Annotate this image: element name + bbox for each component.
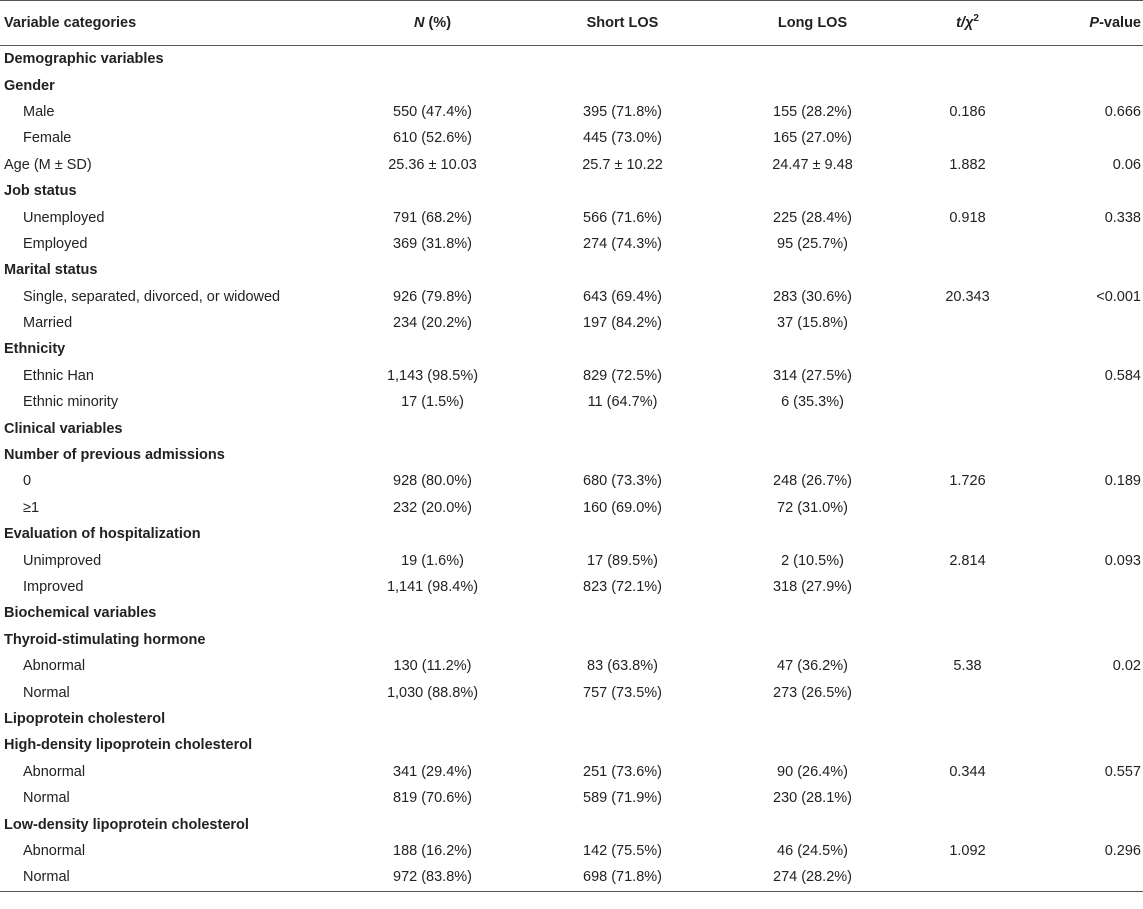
cell-p-value <box>1030 732 1143 758</box>
header-short-los: Short LOS <box>525 1 720 46</box>
header-stat-base: t/χ <box>956 15 974 31</box>
table-row <box>0 152 1143 178</box>
cell-short-los <box>525 46 720 73</box>
cell-short-los <box>525 732 720 758</box>
cell-variable: Normal <box>0 864 340 891</box>
cell-short-los: 698 (71.8%) <box>525 864 720 891</box>
group-row <box>0 178 1143 204</box>
group-row <box>0 442 1143 468</box>
cell-p-value: <0.001 <box>1096 288 1141 305</box>
table-header <box>0 1 1143 46</box>
cell-short-los <box>525 706 720 732</box>
cell-n: 610 (52.6%) <box>393 130 472 147</box>
cell-p-value <box>1030 600 1143 626</box>
cell-n <box>340 336 525 362</box>
cell-short-los <box>525 600 720 626</box>
cell-n <box>340 257 525 283</box>
cell-statistic: 2.814 <box>949 552 986 569</box>
cell-short-los: 197 (84.2%) <box>583 315 662 332</box>
cell-n: 819 (70.6%) <box>393 790 472 807</box>
cell-short-los: 11 (64.7%) <box>587 394 658 411</box>
table-row <box>0 284 1143 310</box>
header-long-los: Long LOS <box>720 1 905 46</box>
cell-n: 234 (20.2%) <box>393 315 472 332</box>
cell-n <box>340 811 525 837</box>
cell-short-los <box>525 415 720 441</box>
cell-variable: Ethnic Han <box>23 367 94 384</box>
cell-statistic <box>905 574 1030 600</box>
table-row <box>0 838 1143 864</box>
cell-statistic <box>905 336 1030 362</box>
table-row <box>0 468 1143 494</box>
cell-long-los: 46 (24.5%) <box>777 842 848 859</box>
cell-long-los <box>720 257 905 283</box>
cell-long-los <box>720 600 905 626</box>
cell-long-los <box>720 46 905 73</box>
cell-short-los: 395 (71.8%) <box>583 103 662 120</box>
table-row <box>0 363 1143 389</box>
cell-n: 17 (1.5%) <box>401 394 464 411</box>
table-row <box>0 864 1143 891</box>
cell-short-los: 25.7 ± 10.22 <box>582 156 663 173</box>
cell-p-value <box>1030 864 1143 891</box>
cell-p-value <box>1030 706 1143 732</box>
group-row <box>0 257 1143 283</box>
table-row <box>0 785 1143 811</box>
cell-variable: Evaluation of hospitalization <box>4 526 201 543</box>
cell-statistic <box>905 864 1030 891</box>
cell-statistic <box>905 257 1030 283</box>
group-row <box>0 336 1143 362</box>
table-row <box>0 759 1143 785</box>
cell-long-los <box>720 336 905 362</box>
cell-long-los <box>720 415 905 441</box>
cell-long-los: 2 (10.5%) <box>781 552 844 569</box>
table-row <box>0 231 1143 257</box>
header-p-rest: -value <box>1099 15 1141 31</box>
cell-variable: Ethnic minority <box>23 394 119 411</box>
cell-p-value <box>1030 785 1143 811</box>
cell-short-los: 142 (75.5%) <box>583 842 662 859</box>
cell-p-value <box>1030 257 1143 283</box>
cell-short-los: 566 (71.6%) <box>583 209 662 226</box>
cell-p-value <box>1030 574 1143 600</box>
cell-statistic: 0.918 <box>949 209 986 226</box>
cell-statistic <box>905 389 1030 415</box>
cell-n: 550 (47.4%) <box>393 103 472 120</box>
cell-statistic <box>905 600 1030 626</box>
cell-short-los <box>525 72 720 98</box>
group-row <box>0 732 1143 758</box>
cell-long-los <box>720 706 905 732</box>
cell-short-los: 445 (73.0%) <box>583 130 662 147</box>
cell-p-value: 0.093 <box>1104 552 1141 569</box>
cell-statistic <box>905 310 1030 336</box>
cell-p-value <box>1030 521 1143 547</box>
header-n-italic: N <box>413 15 425 31</box>
cell-n: 928 (80.0%) <box>393 473 472 490</box>
cell-long-los: 155 (28.2%) <box>773 103 852 120</box>
cell-variable: Normal <box>23 684 70 701</box>
cell-n <box>340 178 525 204</box>
cell-long-los: 274 (28.2%) <box>720 864 905 891</box>
table-row <box>0 547 1143 573</box>
cell-p-value <box>1030 336 1143 362</box>
cell-variable: Clinical variables <box>4 420 123 437</box>
cell-variable: Ethnicity <box>4 341 66 358</box>
cell-variable: Male <box>23 103 55 120</box>
table-row <box>0 125 1143 151</box>
cell-statistic <box>905 415 1030 441</box>
cell-short-los <box>525 178 720 204</box>
cell-p-value: 0.584 <box>1104 367 1141 384</box>
cell-short-los: 160 (69.0%) <box>583 499 662 516</box>
cell-long-los: 6 (35.3%) <box>781 394 844 411</box>
header-p-italic: P <box>1089 15 1100 31</box>
cell-variable: Job status <box>4 183 77 200</box>
cell-long-los <box>720 521 905 547</box>
cell-n <box>340 732 525 758</box>
cell-n <box>340 600 525 626</box>
cell-short-los: 83 (63.8%) <box>587 658 658 675</box>
cell-variable: 0 <box>23 473 32 490</box>
cell-variable: Thyroid-stimulating hormone <box>4 631 206 648</box>
cell-long-los <box>720 178 905 204</box>
table-row <box>0 495 1143 521</box>
cell-variable: Gender <box>4 77 55 94</box>
cell-long-los: 47 (36.2%) <box>777 658 848 675</box>
section-row <box>0 600 1143 626</box>
cell-p-value <box>1030 389 1143 415</box>
table-row <box>0 310 1143 336</box>
cell-long-los <box>720 732 905 758</box>
cell-long-los: 24.47 ± 9.48 <box>772 156 853 173</box>
cell-p-value: 0.02 <box>1112 658 1141 675</box>
cell-p-value <box>1030 811 1143 837</box>
cell-p-value <box>1030 178 1143 204</box>
cell-long-los: 230 (28.1%) <box>773 790 852 807</box>
cell-long-los: 225 (28.4%) <box>773 209 852 226</box>
cell-p-value <box>1030 46 1143 73</box>
cell-statistic <box>905 178 1030 204</box>
cell-n <box>340 46 525 73</box>
cell-variable: Abnormal <box>23 658 86 675</box>
cell-n <box>340 521 525 547</box>
cell-long-los <box>720 442 905 468</box>
cell-short-los <box>525 442 720 468</box>
cell-statistic <box>905 72 1030 98</box>
cell-variable: High-density lipoprotein cholesterol <box>4 737 253 754</box>
cell-p-value: 0.557 <box>1104 763 1141 780</box>
cell-n: 232 (20.0%) <box>393 499 472 516</box>
cell-n: 130 (11.2%) <box>393 658 472 675</box>
cell-variable: Demographic variables <box>4 51 164 68</box>
cell-n: 972 (83.8%) <box>340 864 525 891</box>
cell-p-value <box>1030 442 1143 468</box>
cell-statistic: 1.092 <box>949 842 986 859</box>
table-row <box>0 574 1143 600</box>
cell-statistic <box>905 442 1030 468</box>
cell-short-los: 757 (73.5%) <box>583 684 662 701</box>
cell-statistic: 1.882 <box>949 156 986 173</box>
cell-statistic <box>905 521 1030 547</box>
cell-long-los: 273 (26.5%) <box>773 684 852 701</box>
cell-n <box>340 706 525 732</box>
group-row <box>0 811 1143 837</box>
cell-short-los: 680 (73.3%) <box>583 473 662 490</box>
cell-n: 926 (79.8%) <box>393 288 472 305</box>
cell-long-los <box>720 627 905 653</box>
cell-statistic: 5.38 <box>953 658 982 675</box>
cell-long-los: 72 (31.0%) <box>777 499 848 516</box>
cell-variable: Biochemical variables <box>4 605 157 622</box>
cell-n: 341 (29.4%) <box>393 763 472 780</box>
header-row <box>0 1 1143 46</box>
cell-n: 188 (16.2%) <box>393 842 472 859</box>
cell-p-value: 0.296 <box>1104 842 1141 859</box>
cell-statistic <box>905 627 1030 653</box>
cell-variable: Single, separated, divorced, or widowed <box>23 288 281 305</box>
cell-statistic: 1.726 <box>949 473 986 490</box>
cell-n: 791 (68.2%) <box>393 209 472 226</box>
cell-short-los <box>525 257 720 283</box>
table-row <box>0 389 1143 415</box>
cell-statistic <box>905 706 1030 732</box>
cell-p-value: 0.666 <box>1104 103 1141 120</box>
cell-short-los <box>525 811 720 837</box>
header-p-value <box>1030 1 1143 46</box>
cell-long-los <box>720 72 905 98</box>
cell-long-los: 90 (26.4%) <box>777 763 848 780</box>
cell-variable: Married <box>23 315 73 332</box>
section-row <box>0 415 1143 441</box>
header-statistic <box>905 1 1030 46</box>
cell-statistic: 0.344 <box>949 763 986 780</box>
cell-statistic <box>905 679 1030 705</box>
cell-short-los: 251 (73.6%) <box>583 763 662 780</box>
cell-n: 369 (31.8%) <box>393 235 472 252</box>
cell-n <box>340 442 525 468</box>
cell-n <box>340 627 525 653</box>
cell-statistic <box>905 363 1030 389</box>
table-body <box>0 46 1143 892</box>
cell-short-los: 17 (89.5%) <box>587 552 658 569</box>
cell-p-value: 0.06 <box>1112 156 1141 173</box>
cell-p-value <box>1030 310 1143 336</box>
cell-n: 1,141 (98.4%) <box>386 579 479 595</box>
cell-short-los: 274 (74.3%) <box>583 235 662 252</box>
group-row <box>0 521 1143 547</box>
table-row <box>0 679 1143 705</box>
cell-variable: Abnormal <box>23 763 86 780</box>
cell-n: 25.36 ± 10.03 <box>388 156 477 173</box>
cell-statistic <box>905 46 1030 73</box>
cell-p-value <box>1030 627 1143 653</box>
cell-short-los <box>525 627 720 653</box>
cell-statistic <box>905 231 1030 257</box>
cell-n <box>340 415 525 441</box>
cell-short-los: 829 (72.5%) <box>583 367 662 384</box>
cell-p-value <box>1030 495 1143 521</box>
cell-p-value: 0.189 <box>1104 473 1141 490</box>
cell-n: 1,143 (98.5%) <box>386 367 479 384</box>
cell-long-los: 37 (15.8%) <box>777 315 848 332</box>
cell-variable: Age (M ± SD) <box>4 156 92 173</box>
header-n-rest: (%) <box>424 15 452 31</box>
cell-variable: Marital status <box>4 262 98 279</box>
cell-p-value <box>1030 231 1143 257</box>
cell-statistic <box>905 785 1030 811</box>
cell-p-value <box>1030 679 1143 705</box>
cell-long-los: 248 (26.7%) <box>773 473 852 490</box>
cell-short-los: 643 (69.4%) <box>583 288 662 305</box>
cell-p-value <box>1030 125 1143 151</box>
table-row <box>0 204 1143 230</box>
cell-variable: Unemployed <box>23 209 105 226</box>
header-n <box>340 1 525 46</box>
table-row <box>0 653 1143 679</box>
cell-statistic <box>905 495 1030 521</box>
cell-long-los: 95 (25.7%) <box>777 235 848 252</box>
cell-variable: Improved <box>23 579 84 595</box>
cell-variable: Female <box>23 130 72 147</box>
cell-long-los: 314 (27.5%) <box>773 367 852 384</box>
cell-variable: Normal <box>23 790 70 807</box>
cell-p-value <box>1030 415 1143 441</box>
group-row <box>0 627 1143 653</box>
cell-p-value: 0.338 <box>1104 209 1141 226</box>
table-row <box>0 99 1143 125</box>
cell-long-los: 165 (27.0%) <box>773 130 852 147</box>
cell-statistic <box>905 732 1030 758</box>
cell-short-los: 589 (71.9%) <box>583 790 662 807</box>
cell-variable: Lipoprotein cholesterol <box>4 710 166 727</box>
cell-statistic: 0.186 <box>949 103 986 120</box>
cell-n: 19 (1.6%) <box>401 552 464 569</box>
cell-long-los: 318 (27.9%) <box>773 579 852 595</box>
group-row <box>0 706 1143 732</box>
cell-n: 1,030 (88.8%) <box>386 684 479 701</box>
cell-long-los <box>720 811 905 837</box>
cell-long-los: 283 (30.6%) <box>773 288 852 305</box>
cell-statistic: 20.343 <box>945 288 990 305</box>
header-stat-sup: 2 <box>973 13 979 25</box>
cell-short-los <box>525 521 720 547</box>
cell-variable: Abnormal <box>23 842 86 859</box>
section-row <box>0 46 1143 73</box>
cell-n <box>340 72 525 98</box>
cell-short-los <box>525 336 720 362</box>
cell-short-los: 823 (72.1%) <box>583 579 662 595</box>
cell-variable: Employed <box>23 235 88 252</box>
cell-statistic <box>905 811 1030 837</box>
cell-variable: ≥1 <box>23 499 40 516</box>
cell-variable: Unimproved <box>23 552 102 569</box>
cell-variable: Number of previous admissions <box>4 447 225 464</box>
group-row <box>0 72 1143 98</box>
cell-statistic <box>905 125 1030 151</box>
cell-variable: Low-density lipoprotein cholesterol <box>4 816 249 833</box>
cell-p-value <box>1030 72 1143 98</box>
header-variable: Variable categories <box>0 1 340 46</box>
